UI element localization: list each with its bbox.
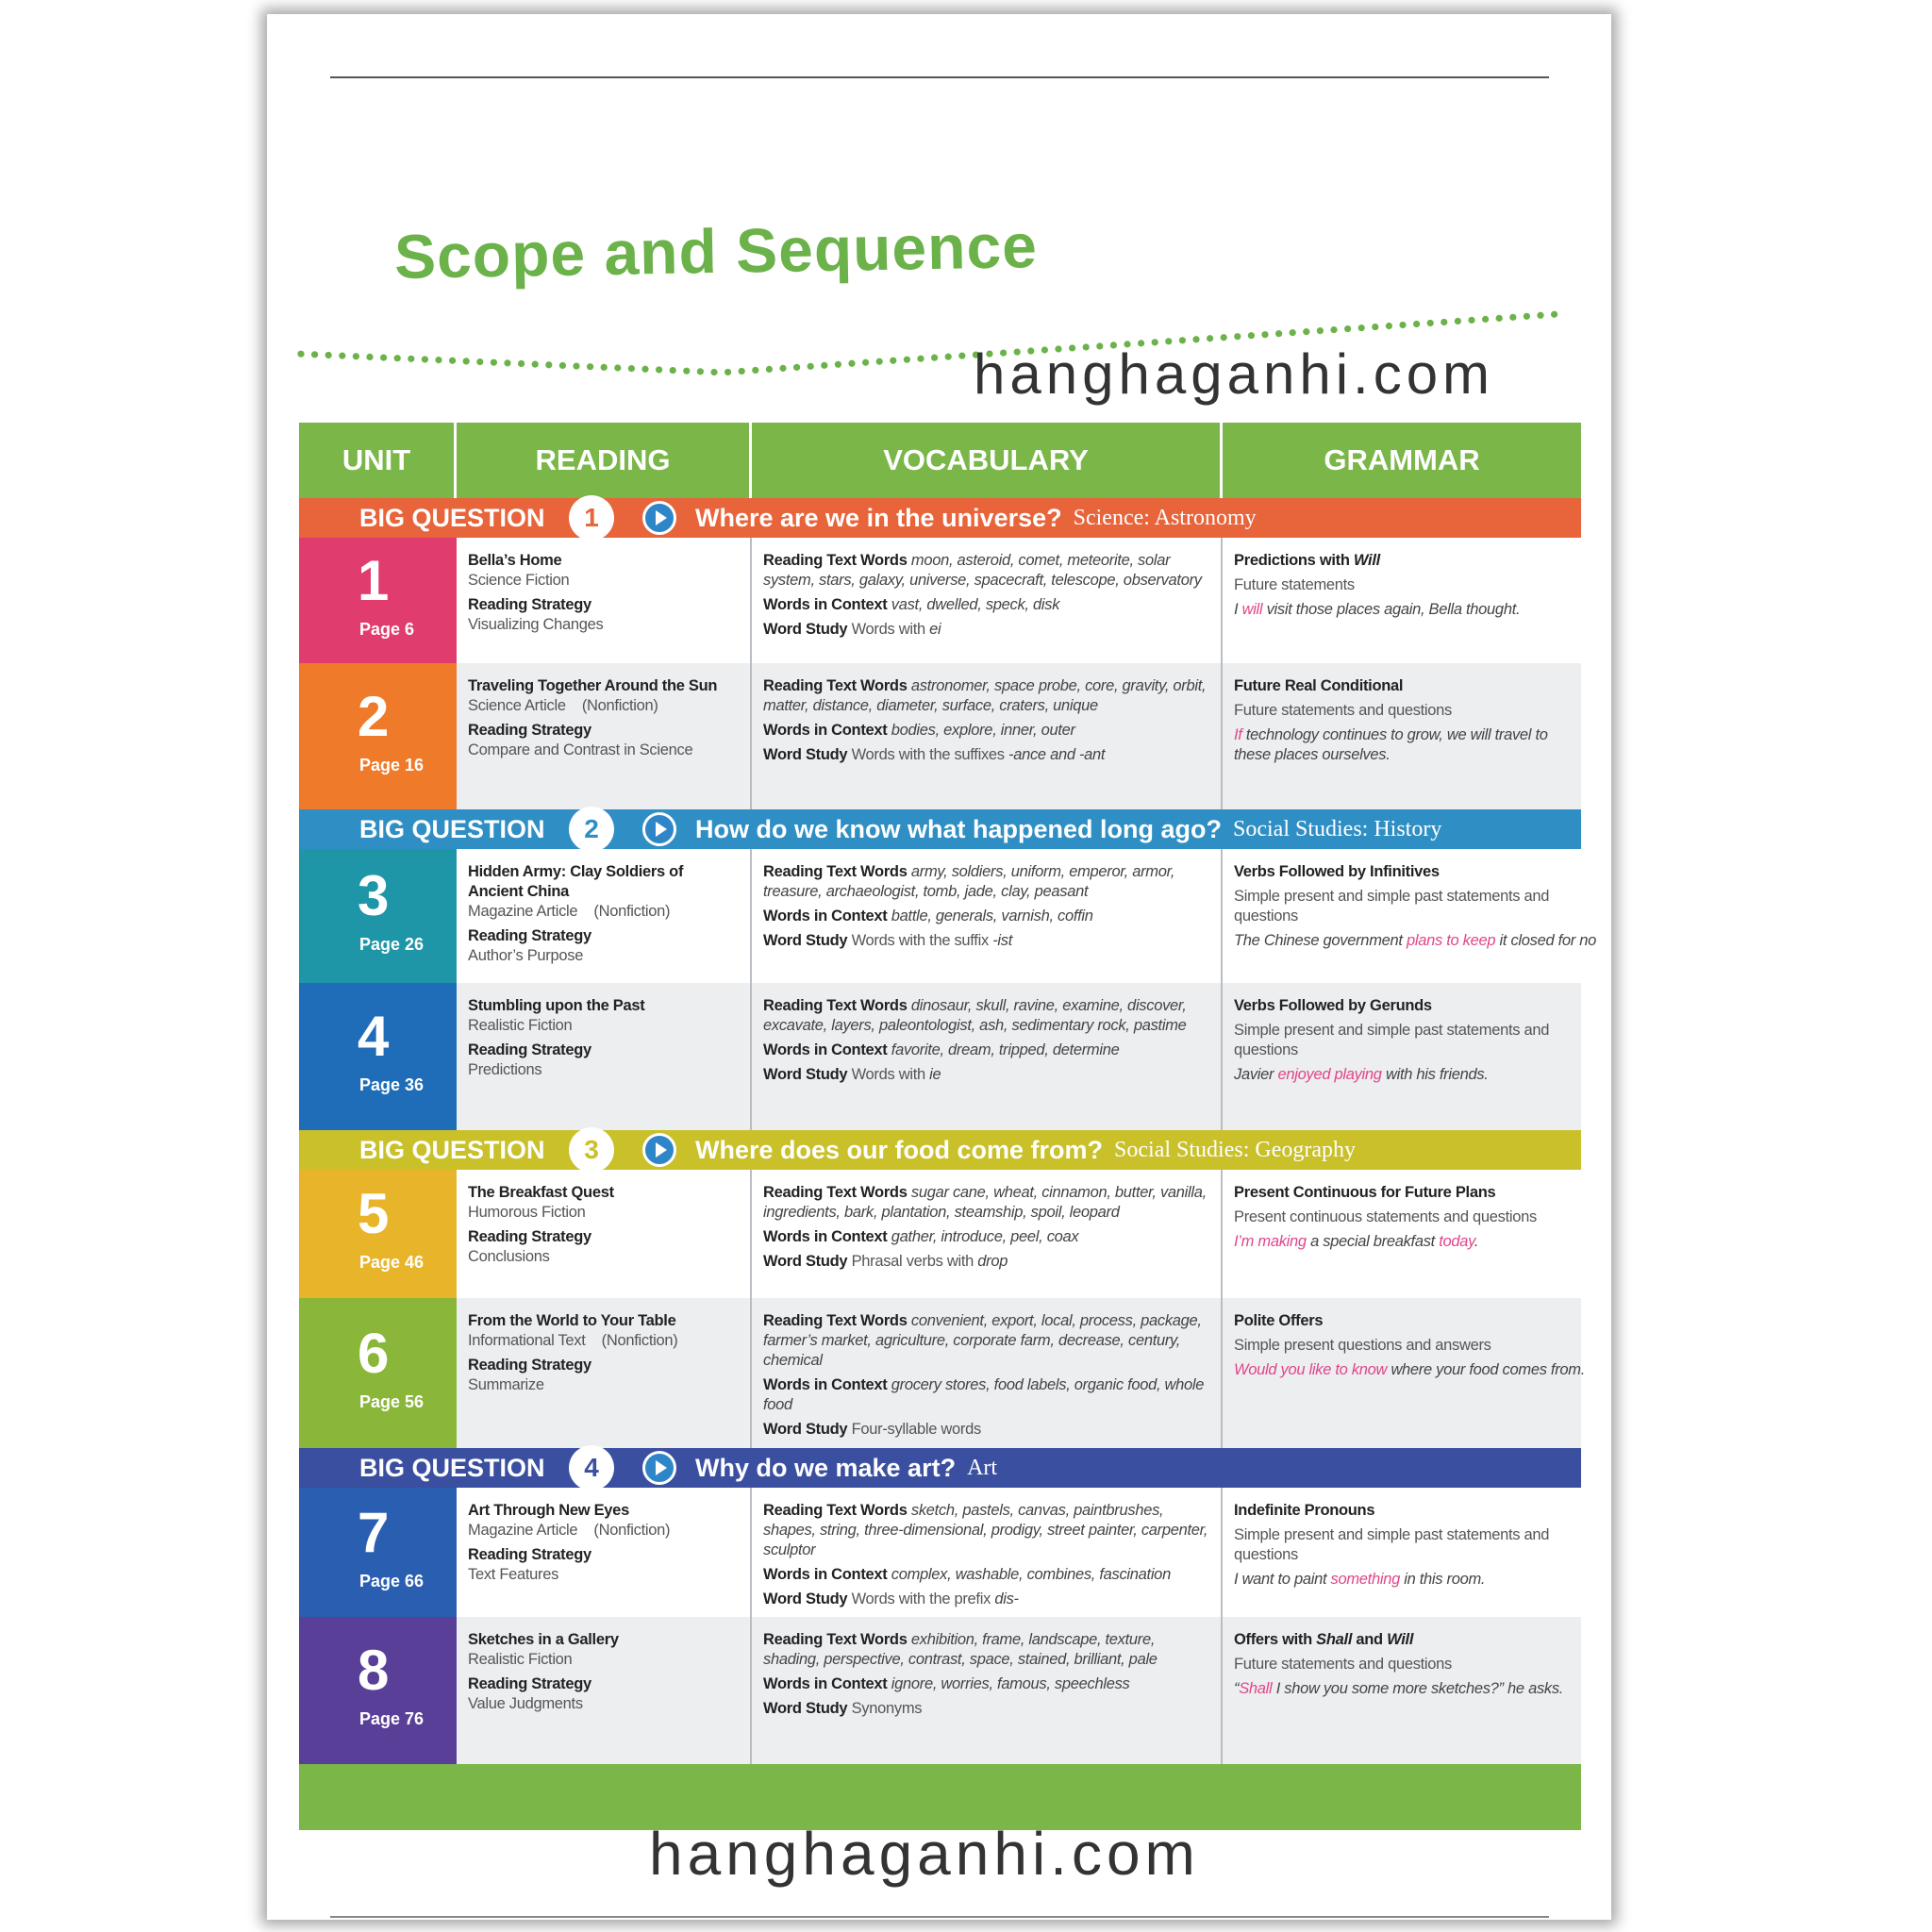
reading-genre-note: (Nonfiction): [593, 903, 671, 920]
play-icon[interactable]: [642, 1451, 676, 1485]
reading-strategy: Text Features: [468, 1566, 559, 1583]
unit-number: 7: [358, 1500, 390, 1564]
reading-strategy-label: Reading Strategy: [468, 1228, 591, 1245]
reading-strategy-label: Reading Strategy: [468, 722, 591, 739]
grammar-cell: [1223, 1298, 1586, 1448]
ws-text: Synonyms: [851, 1700, 923, 1717]
grammar-title: [1234, 1631, 1413, 1648]
reading-cell: [457, 538, 752, 663]
unit-page: Page 56: [359, 1391, 425, 1411]
rtw-words: astronomer, space probe, core, gravity, orbit, matter, distance, diameter, surface, craters, unique: [763, 677, 1207, 714]
unit-cell: [299, 1170, 457, 1298]
unit-number: 3: [358, 864, 390, 927]
grammar-description: Simple present and simple past statements and questions: [1234, 888, 1550, 924]
unit-page: Page 76: [359, 1709, 425, 1728]
reading-strategy: Conclusions: [468, 1248, 550, 1265]
big-question-subject: Social Studies: History: [1233, 816, 1442, 841]
example-segment: with his friends.: [1381, 1066, 1489, 1083]
example-segment: visit those places again, Bella thought.: [1262, 601, 1521, 618]
page-title: Scope and Sequence: [393, 210, 1039, 291]
big-question-subject: Social Studies: Geography: [1114, 1137, 1356, 1162]
ws-italic: ie: [929, 1066, 941, 1083]
unit-number: 2: [358, 684, 390, 748]
reading-title: Art Through New Eyes: [468, 1502, 629, 1519]
example-segment: Javier: [1234, 1066, 1278, 1083]
example-segment: today: [1439, 1233, 1474, 1250]
reading-strategy-label: Reading Strategy: [468, 596, 591, 613]
reading-genre: Realistic Fiction: [468, 1651, 573, 1668]
wic-words: bodies, explore, inner, outer: [891, 722, 1075, 739]
rtw-words: moon, asteroid, comet, meteorite, solar system, stars, galaxy, universe, spacecraft, telescope, observatory: [763, 552, 1202, 589]
unit-number: 1: [358, 548, 390, 612]
reading-cell: [457, 1298, 752, 1448]
grammar-example: [1234, 1065, 1570, 1085]
wic-words: vast, dwelled, speck, disk: [891, 596, 1060, 613]
play-icon[interactable]: [642, 501, 676, 535]
ws-text: Words with: [851, 621, 930, 638]
big-question-label: BIG QUESTION: [359, 1453, 545, 1482]
unit-row: [299, 1617, 1581, 1764]
grammar-cell: [1223, 1617, 1581, 1764]
grammar-example: [1234, 1232, 1570, 1252]
reading-genre: Humorous Fiction: [468, 1204, 586, 1221]
grammar-title: [1234, 1502, 1374, 1519]
rtw-words: army, soldiers, uniform, emperor, armor, treasure, archaeologist, tomb, jade, clay, peasant: [763, 863, 1175, 900]
rtw-label: Reading Text Words: [763, 1184, 908, 1201]
unit-cell: [299, 1488, 457, 1617]
reading-genre: Science Fiction: [468, 572, 570, 589]
ws-label: Word Study: [763, 932, 848, 949]
wic-label: Words in Context: [763, 1376, 888, 1393]
grammar-cell: [1223, 1170, 1581, 1298]
play-icon[interactable]: [642, 812, 676, 846]
wic-words: battle, generals, varnish, coffin: [891, 908, 1093, 924]
vocabulary-cell: [752, 849, 1223, 983]
reading-title: Bella’s Home: [468, 552, 562, 569]
unit-page: Page 16: [359, 755, 425, 774]
unit-row: [299, 1298, 1586, 1448]
reading-strategy: Visualizing Changes: [468, 616, 604, 633]
big-question-label: BIG QUESTION: [359, 814, 545, 843]
reading-cell: [457, 983, 752, 1130]
unit-row: [299, 663, 1581, 809]
big-question-subject: Science: Astronomy: [1073, 505, 1257, 530]
bottom-rule: [330, 1916, 1549, 1918]
unit-cell: [299, 663, 457, 809]
header-vocabulary: VOCABULARY: [752, 423, 1223, 498]
example-segment: plans to keep: [1406, 932, 1496, 949]
vocabulary-cell: [752, 663, 1223, 809]
grammar-example: [1234, 1570, 1570, 1590]
grammar-title-text: Offers with: [1234, 1631, 1317, 1648]
top-rule: [330, 76, 1549, 78]
rtw-label: Reading Text Words: [763, 677, 908, 694]
ws-italic: drop: [977, 1253, 1008, 1270]
ws-text: Four-syllable words: [851, 1421, 981, 1438]
big-question-subject: Art: [967, 1455, 998, 1480]
example-segment: .: [1474, 1233, 1479, 1250]
unit-cell: [299, 1617, 457, 1764]
play-icon[interactable]: [642, 1133, 676, 1167]
reading-strategy: Compare and Contrast in Science: [468, 741, 693, 758]
reading-genre-note: (Nonfiction): [581, 697, 658, 714]
reading-cell: [457, 1488, 752, 1617]
example-segment: I: [1234, 601, 1242, 618]
rtw-label: Reading Text Words: [763, 552, 908, 569]
ws-text: Words with the suffixes: [851, 746, 1009, 763]
reading-strategy: Predictions: [468, 1061, 542, 1078]
big-question-text: Where are we in the universe?: [695, 503, 1062, 532]
grammar-title-text: and: [1352, 1631, 1388, 1648]
big-question-number: 3: [569, 1127, 614, 1173]
reading-genre-note: (Nonfiction): [601, 1332, 678, 1349]
example-segment: in this room.: [1399, 1571, 1486, 1588]
big-question-bar: [299, 498, 1581, 538]
rtw-words: dinosaur, skull, ravine, examine, discover, excavate, layers, paleontologist, ash, sedimentary rock, pastime: [763, 997, 1187, 1034]
reading-title: Hidden Army: Clay Soldiers of Ancient China: [468, 863, 684, 900]
grammar-cell: [1223, 538, 1581, 663]
example-segment: enjoyed playing: [1277, 1066, 1382, 1083]
reading-genre: Informational Text: [468, 1332, 586, 1349]
grammar-cell: [1223, 1488, 1581, 1617]
wic-words: favorite, dream, tripped, determine: [891, 1041, 1120, 1058]
grammar-example: [1234, 1679, 1570, 1699]
watermark-top: hanghaganhi.com: [974, 342, 1495, 406]
unit-row: [299, 983, 1581, 1130]
reading-strategy-label: Reading Strategy: [468, 1041, 591, 1058]
dotted-wave-decoration: [297, 245, 1580, 340]
grammar-description: Future statements and questions: [1234, 702, 1453, 719]
ws-label: Word Study: [763, 1253, 848, 1270]
wic-label: Words in Context: [763, 1566, 888, 1583]
reading-cell: [457, 663, 752, 809]
reading-genre: Magazine Article: [468, 1522, 578, 1539]
wic-words: gather, introduce, peel, coax: [891, 1228, 1079, 1245]
example-segment: I’m making: [1234, 1233, 1307, 1250]
scope-table: [299, 423, 1597, 1830]
rtw-words: sugar cane, wheat, cinnamon, butter, vanilla, ingredients, bark, plantation, steamship, spoil, leopard: [763, 1184, 1207, 1221]
rtw-label: Reading Text Words: [763, 997, 908, 1014]
wic-label: Words in Context: [763, 722, 888, 739]
example-segment: something: [1330, 1571, 1400, 1588]
grammar-title-text: Present Continuous for Future Plans: [1234, 1184, 1496, 1201]
wic-words: complex, washable, combines, fascination: [891, 1566, 1171, 1583]
wic-label: Words in Context: [763, 596, 888, 613]
ws-text: Phrasal verbs with: [851, 1253, 978, 1270]
ws-italic: -ist: [992, 932, 1012, 949]
ws-italic: -ance and -ant: [1008, 746, 1106, 763]
vocabulary-cell: [752, 1170, 1223, 1298]
reading-genre: Magazine Article: [468, 903, 578, 920]
unit-page: Page 26: [359, 935, 425, 954]
grammar-example: [1234, 600, 1570, 620]
reading-genre-note: (Nonfiction): [593, 1522, 671, 1539]
example-segment: I show you some more sketches?” he asks.: [1272, 1680, 1564, 1697]
wic-words: ignore, worries, famous, speechless: [891, 1675, 1130, 1692]
ws-label: Word Study: [763, 1700, 848, 1717]
grammar-description: Simple present questions and answers: [1234, 1337, 1491, 1354]
grammar-example: [1234, 725, 1570, 765]
unit-page: Page 66: [359, 1571, 425, 1591]
big-question-bar: [299, 1130, 1581, 1170]
unit-row: [299, 538, 1581, 663]
reading-title: Stumbling upon the Past: [468, 997, 645, 1014]
big-question-number: 1: [569, 495, 614, 541]
example-segment: where your food comes from.: [1387, 1361, 1586, 1378]
unit-cell: [299, 849, 457, 983]
rtw-label: Reading Text Words: [763, 1502, 908, 1519]
watermark-bottom: hanghaganhi.com: [649, 1820, 1200, 1888]
big-question-label: BIG QUESTION: [359, 503, 545, 532]
reading-cell: [457, 1617, 752, 1764]
ws-text: Words with the suffix: [851, 932, 993, 949]
ws-label: Word Study: [763, 621, 848, 638]
rtw-words: sketch, pastels, canvas, paintbrushes, shapes, string, three-dimensional, prodigy, street painter, carpenter, sculptor: [763, 1502, 1208, 1558]
big-question-label: BIG QUESTION: [359, 1135, 545, 1164]
grammar-title: [1234, 1312, 1323, 1329]
rtw-label: Reading Text Words: [763, 1312, 908, 1329]
grammar-description: Future statements: [1234, 576, 1355, 593]
unit-cell: [299, 1298, 457, 1448]
unit-row: [299, 1488, 1581, 1617]
example-segment: If: [1234, 726, 1242, 743]
grammar-title-text: Predictions with: [1234, 552, 1354, 569]
rtw-words: convenient, export, local, process, package, farmer’s market, agriculture, corporate farm, decrease, century, chemical: [763, 1312, 1202, 1369]
vocabulary-cell: [752, 1617, 1223, 1764]
ws-label: Word Study: [763, 1066, 848, 1083]
example-segment: The Chinese government: [1234, 932, 1407, 949]
grammar-title-italic: Will: [1387, 1631, 1414, 1648]
reading-strategy: Author’s Purpose: [468, 947, 584, 964]
reading-strategy-label: Reading Strategy: [468, 1546, 591, 1563]
reading-strategy-label: Reading Strategy: [468, 1357, 591, 1374]
big-question-text: How do we know what happened long ago?: [695, 814, 1222, 843]
rtw-words: exhibition, frame, landscape, texture, shading, perspective, contrast, space, stained, brilliant, pale: [763, 1631, 1158, 1668]
example-segment: “: [1234, 1680, 1240, 1697]
grammar-title-italic: Shall: [1316, 1631, 1353, 1648]
reading-strategy-label: Reading Strategy: [468, 927, 591, 944]
ws-label: Word Study: [763, 1421, 848, 1438]
big-question-text: Why do we make art?: [695, 1453, 957, 1482]
reading-title: Sketches in a Gallery: [468, 1631, 619, 1648]
grammar-title-text: Verbs Followed by Gerunds: [1234, 997, 1432, 1014]
unit-page: Page 6: [359, 619, 415, 639]
grammar-title: [1234, 552, 1380, 569]
ws-label: Word Study: [763, 746, 848, 763]
header-reading: READING: [457, 423, 752, 498]
example-segment: I want to paint: [1234, 1571, 1331, 1588]
unit-cell: [299, 983, 457, 1130]
grammar-title: [1234, 1184, 1495, 1201]
header-unit: UNIT: [299, 423, 457, 498]
vocabulary-cell: [752, 1298, 1223, 1448]
unit-row: [299, 849, 1597, 983]
vocabulary-cell: [752, 1488, 1223, 1617]
wic-label: Words in Context: [763, 1675, 888, 1692]
ws-text: Words with: [851, 1066, 930, 1083]
reading-strategy: Summarize: [468, 1376, 544, 1393]
big-question-number: 2: [569, 807, 614, 852]
wic-label: Words in Context: [763, 908, 888, 924]
reading-strategy: Value Judgments: [468, 1695, 583, 1712]
wic-words: grocery stores, food labels, organic food, whole food: [763, 1376, 1205, 1413]
big-question-bar: [299, 1448, 1581, 1488]
ws-italic: dis-: [994, 1591, 1019, 1607]
unit-page: Page 46: [359, 1253, 425, 1272]
header-grammar: GRAMMAR: [1324, 443, 1480, 476]
reading-title: From the World to Your Table: [468, 1312, 676, 1329]
grammar-cell: [1223, 849, 1597, 983]
grammar-title: [1234, 863, 1440, 880]
unit-number: 8: [358, 1639, 390, 1702]
unit-page: Page 36: [359, 1075, 425, 1094]
grammar-description: Simple present and simple past statements and questions: [1234, 1022, 1550, 1058]
rtw-label: Reading Text Words: [763, 1631, 908, 1648]
ws-label: Word Study: [763, 1591, 848, 1607]
grammar-title: [1234, 677, 1403, 694]
vocabulary-cell: [752, 983, 1223, 1130]
ws-italic: ei: [929, 621, 941, 638]
grammar-title-text: Verbs Followed by Infinitives: [1234, 863, 1440, 880]
ws-text: Words with the prefix: [851, 1591, 995, 1607]
example-segment: Would you like to know: [1234, 1361, 1388, 1378]
example-segment: will: [1241, 601, 1263, 618]
grammar-description: Future statements and questions: [1234, 1656, 1453, 1673]
grammar-title-text: Polite Offers: [1234, 1312, 1324, 1329]
example-segment: it closed for no: [1495, 932, 1597, 949]
grammar-title-text: Indefinite Pronouns: [1234, 1502, 1375, 1519]
example-segment: Shall: [1239, 1680, 1273, 1697]
unit-number: 6: [358, 1321, 390, 1385]
vocabulary-cell: [752, 538, 1223, 663]
reading-title: Traveling Together Around the Sun: [468, 677, 718, 694]
grammar-example: [1234, 1360, 1586, 1380]
grammar-cell: [1223, 983, 1581, 1130]
big-question-text: Where does our food come from?: [695, 1135, 1104, 1164]
big-question-bar: [299, 809, 1581, 849]
grammar-description: Simple present and simple past statements and questions: [1234, 1526, 1550, 1563]
reading-genre: Realistic Fiction: [468, 1017, 573, 1034]
wic-label: Words in Context: [763, 1041, 888, 1058]
grammar-description: Present continuous statements and questions: [1234, 1208, 1537, 1225]
reading-title: The Breakfast Quest: [468, 1184, 614, 1201]
reading-cell: [457, 1170, 752, 1298]
grammar-title-italic: Will: [1353, 552, 1380, 569]
reading-genre: Science Article: [468, 697, 566, 714]
rtw-label: Reading Text Words: [763, 863, 908, 880]
unit-number: 4: [358, 1005, 390, 1068]
reading-strategy-label: Reading Strategy: [468, 1675, 591, 1692]
wic-label: Words in Context: [763, 1228, 888, 1245]
grammar-cell: [1223, 663, 1581, 809]
example-segment: technology continues to grow, we will travel to these places ourselves.: [1234, 726, 1548, 763]
table-header: [299, 423, 1581, 498]
unit-number: 5: [358, 1182, 390, 1245]
unit-row: [299, 1170, 1581, 1298]
unit-cell: [299, 538, 457, 663]
example-segment: a special breakfast: [1306, 1233, 1440, 1250]
big-question-number: 4: [569, 1445, 614, 1491]
grammar-title: [1234, 997, 1432, 1014]
reading-cell: [457, 849, 752, 983]
grammar-title-text: Future Real Conditional: [1234, 677, 1404, 694]
grammar-example: [1234, 931, 1597, 951]
